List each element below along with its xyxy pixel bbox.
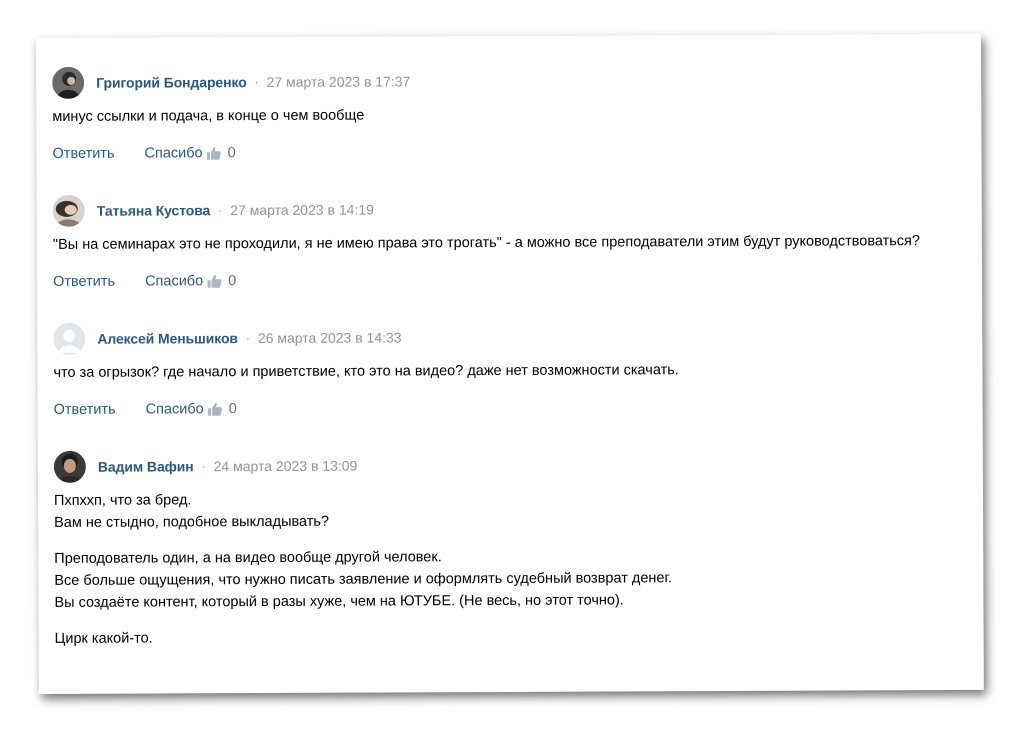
avatar[interactable] (53, 195, 85, 227)
thanks-button[interactable]: Спасибо (145, 401, 204, 418)
comment-date[interactable]: 27 марта 2023 в 14:19 (230, 201, 374, 219)
comment-text (53, 359, 678, 384)
likes-count: 0 (227, 145, 236, 162)
comment (37, 190, 982, 290)
comment-line: Вы создаёте контент, который в разы хуже, чем на ЮТУБЕ. (Не весь, но этот точно). (54, 592, 624, 611)
thumbs-up-icon[interactable] (207, 274, 222, 288)
comment-actions (53, 273, 236, 290)
separator-dot: · (245, 331, 250, 346)
separator-dot: · (254, 75, 259, 90)
author-name[interactable]: Вадим Вафин (97, 458, 194, 475)
comment-line: Вам не стыдно, подобное выкладывать? (54, 513, 330, 531)
comment-text (53, 230, 920, 256)
separator-dot: · (218, 203, 223, 218)
comment-text (54, 487, 672, 650)
comment-actions (54, 401, 237, 418)
author-name[interactable]: Татьяна Кустова (96, 202, 211, 219)
default-avatar-icon (53, 323, 85, 355)
thumbs-up-icon[interactable] (207, 146, 222, 160)
author-name[interactable]: Григорий Бондаренко (96, 74, 247, 91)
comment-header (53, 193, 374, 228)
author-name[interactable]: Алексей Меньшиков (97, 330, 238, 347)
thanks-button[interactable]: Спасибо (144, 145, 203, 162)
comment-date[interactable]: 27 марта 2023 в 17:37 (266, 73, 411, 90)
comment-header (54, 449, 358, 484)
comment-date[interactable]: 24 марта 2023 в 13:09 (213, 457, 358, 475)
avatar[interactable] (52, 67, 84, 99)
comment (38, 446, 983, 647)
comment-line: Преподователь один, а на видео вообще другой человек. (54, 549, 442, 567)
comment-actions (52, 145, 235, 162)
reply-button[interactable]: Ответить (53, 273, 116, 290)
comment (37, 318, 982, 418)
comment-text (52, 105, 364, 128)
comment-line: "Вы на семинарах это не проходили, я не имею права это трогать" - а можно все преподаватели этим будут руководствоваться? (52, 233, 920, 253)
comment-header (52, 64, 410, 100)
avatar-image-icon (52, 67, 84, 99)
comment-line: минус ссылки и подача, в конце о чем вообще (52, 107, 365, 125)
avatar-image-icon (53, 195, 85, 227)
comment-line: Все больше ощущения, что нужно писать заявление и оформлять судебный возврат денег. (54, 570, 673, 589)
thumbs-up-icon[interactable] (208, 402, 223, 416)
avatar[interactable] (53, 323, 85, 355)
comment (36, 62, 981, 162)
comments-card (36, 34, 984, 694)
reply-button[interactable]: Ответить (53, 401, 116, 418)
comment-line: Пхпххп, что за бред. (53, 492, 192, 509)
separator-dot: · (201, 459, 206, 474)
thanks-button[interactable]: Спасибо (145, 273, 204, 290)
comment-date[interactable]: 26 марта 2023 в 14:33 (257, 329, 402, 347)
comment-header (53, 320, 401, 356)
avatar[interactable] (54, 451, 86, 483)
reply-button[interactable]: Ответить (52, 145, 115, 162)
avatar-image-icon (54, 451, 86, 483)
comment-line: Цирк какой-то. (54, 630, 153, 647)
likes-count: 0 (228, 401, 237, 418)
likes-count: 0 (228, 273, 237, 290)
comment-line: что за огрызок? где начало и приветствие, кто это на видео? даже нет возможности скачать. (53, 362, 679, 381)
